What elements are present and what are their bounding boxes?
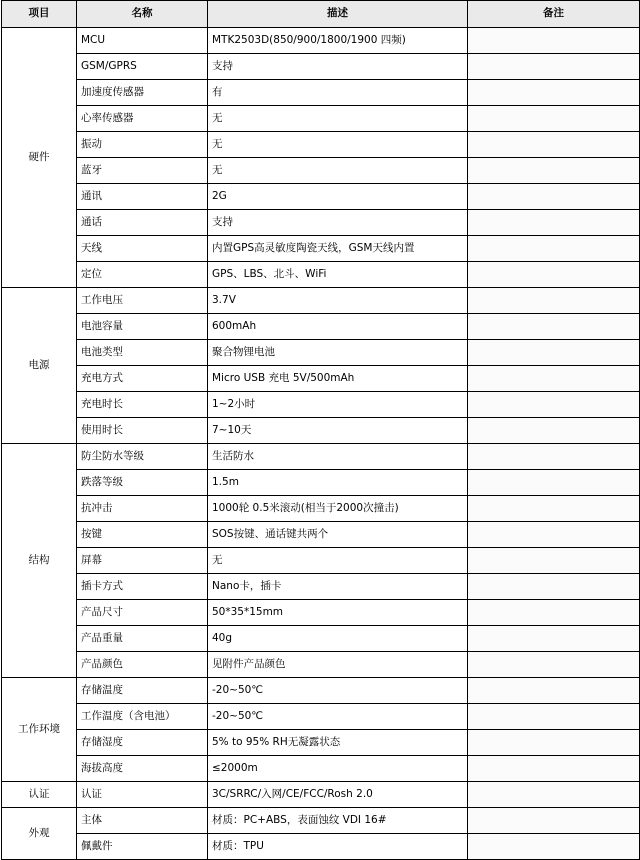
- spec-description-cell: 无: [208, 158, 468, 184]
- spec-name-cell: 防尘防水等级: [77, 444, 208, 470]
- spec-note-cell: [468, 366, 640, 392]
- spec-name-cell: 跌落等级: [77, 470, 208, 496]
- spec-description-cell: MTK2503D(850/900/1800/1900 四频): [208, 28, 468, 54]
- spec-description-cell: 材质：PC+ABS，表面蚀纹 VDI 16#: [208, 808, 468, 834]
- spec-note-cell: [468, 678, 640, 704]
- table-row: [2, 470, 640, 496]
- spec-description-cell: ≤2000m: [208, 756, 468, 782]
- table-row: [2, 522, 640, 548]
- spec-note-cell: [468, 652, 640, 678]
- spec-description-cell: GPS、LBS、北斗、WiFi: [208, 262, 468, 288]
- spec-note-cell: [468, 314, 640, 340]
- spec-name-cell: 心率传感器: [77, 106, 208, 132]
- spec-description-cell: 5% to 95% RH无凝露状态: [208, 730, 468, 756]
- spec-name-cell: 认证: [77, 782, 208, 808]
- spec-name-cell: 产品颜色: [77, 652, 208, 678]
- table-row: [2, 808, 640, 834]
- spec-description-cell: 有: [208, 80, 468, 106]
- header-name: 名称: [77, 1, 208, 28]
- spec-name-cell: 通话: [77, 210, 208, 236]
- spec-name-cell: 工作温度（含电池）: [77, 704, 208, 730]
- spec-note-cell: [468, 834, 640, 860]
- spec-note-cell: [468, 80, 640, 106]
- spec-name-cell: 工作电压: [77, 288, 208, 314]
- table-row: [2, 574, 640, 600]
- spec-description-cell: 无: [208, 106, 468, 132]
- spec-note-cell: [468, 184, 640, 210]
- table-row: [2, 80, 640, 106]
- table-body: [2, 28, 640, 860]
- spec-note-cell: [468, 756, 640, 782]
- table-row: [2, 678, 640, 704]
- spec-note-cell: [468, 626, 640, 652]
- spec-description-cell: 600mAh: [208, 314, 468, 340]
- table-row: [2, 366, 640, 392]
- table-row: [2, 236, 640, 262]
- spec-description-cell: -20~50℃: [208, 704, 468, 730]
- spec-note-cell: [468, 522, 640, 548]
- spec-description-cell: 3C/SRRC/入网/CE/FCC/Rosh 2.0: [208, 782, 468, 808]
- spec-note-cell: [468, 236, 640, 262]
- spec-description-cell: 1~2小时: [208, 392, 468, 418]
- spec-note-cell: [468, 600, 640, 626]
- spec-description-cell: -20~50℃: [208, 678, 468, 704]
- spec-note-cell: [468, 210, 640, 236]
- spec-note-cell: [468, 808, 640, 834]
- table-row: [2, 418, 640, 444]
- spec-note-cell: [468, 262, 640, 288]
- spec-name-cell: 产品重量: [77, 626, 208, 652]
- header-row: [2, 1, 640, 28]
- table-row: [2, 834, 640, 860]
- spec-description-cell: Nano卡，插卡: [208, 574, 468, 600]
- spec-description-cell: 支持: [208, 54, 468, 80]
- table-row: [2, 782, 640, 808]
- table-row: [2, 54, 640, 80]
- group-label: 结构: [2, 444, 77, 678]
- spec-name-cell: 电池容量: [77, 314, 208, 340]
- group-label: 认证: [2, 782, 77, 808]
- spec-note-cell: [468, 782, 640, 808]
- table-row: [2, 444, 640, 470]
- table-row: [2, 626, 640, 652]
- spec-description-cell: 聚合物锂电池: [208, 340, 468, 366]
- table-row: [2, 340, 640, 366]
- group-label: 外观: [2, 808, 77, 860]
- group-label: 工作环境: [2, 678, 77, 782]
- spec-description-cell: 1000轮 0.5米滚动(相当于2000次撞击): [208, 496, 468, 522]
- spec-note-cell: [468, 704, 640, 730]
- spec-name-cell: 电池类型: [77, 340, 208, 366]
- spec-note-cell: [468, 54, 640, 80]
- spec-name-cell: 振动: [77, 132, 208, 158]
- table-row: [2, 652, 640, 678]
- group-label: 硬件: [2, 28, 77, 288]
- spec-note-cell: [468, 28, 640, 54]
- table-row: [2, 756, 640, 782]
- spec-description-cell: 无: [208, 548, 468, 574]
- spec-name-cell: 佩戴件: [77, 834, 208, 860]
- spec-name-cell: GSM/GPRS: [77, 54, 208, 80]
- spec-note-cell: [468, 418, 640, 444]
- spec-table: [1, 0, 640, 860]
- spec-description-cell: 50*35*15mm: [208, 600, 468, 626]
- spec-name-cell: 蓝牙: [77, 158, 208, 184]
- spec-note-cell: [468, 470, 640, 496]
- table-row: [2, 730, 640, 756]
- spec-name-cell: 充电方式: [77, 366, 208, 392]
- table-row: [2, 548, 640, 574]
- spec-name-cell: 抗冲击: [77, 496, 208, 522]
- spec-description-cell: 支持: [208, 210, 468, 236]
- spec-name-cell: 充电时长: [77, 392, 208, 418]
- spec-description-cell: SOS按键、通话键共两个: [208, 522, 468, 548]
- table-header: [2, 1, 640, 28]
- spec-note-cell: [468, 340, 640, 366]
- spec-note-cell: [468, 574, 640, 600]
- spec-name-cell: 存储湿度: [77, 730, 208, 756]
- table-row: [2, 262, 640, 288]
- spec-name-cell: 插卡方式: [77, 574, 208, 600]
- spec-name-cell: 屏幕: [77, 548, 208, 574]
- spec-note-cell: [468, 444, 640, 470]
- spec-note-cell: [468, 548, 640, 574]
- spec-name-cell: 产品尺寸: [77, 600, 208, 626]
- spec-name-cell: 加速度传感器: [77, 80, 208, 106]
- spec-name-cell: 存储温度: [77, 678, 208, 704]
- spec-name-cell: 通讯: [77, 184, 208, 210]
- spec-note-cell: [468, 730, 640, 756]
- spec-description-cell: 材质：TPU: [208, 834, 468, 860]
- table-row: [2, 704, 640, 730]
- spec-description-cell: 40g: [208, 626, 468, 652]
- spec-description-cell: 7~10天: [208, 418, 468, 444]
- group-label: 电源: [2, 288, 77, 444]
- header-description: 描述: [208, 1, 468, 28]
- table-row: [2, 184, 640, 210]
- spec-description-cell: 见附件产品颜色: [208, 652, 468, 678]
- spec-name-cell: 定位: [77, 262, 208, 288]
- header-note: 备注: [468, 1, 640, 28]
- spec-note-cell: [468, 392, 640, 418]
- spec-name-cell: 使用时长: [77, 418, 208, 444]
- spec-description-cell: 3.7V: [208, 288, 468, 314]
- spec-note-cell: [468, 132, 640, 158]
- spec-description-cell: 无: [208, 132, 468, 158]
- spec-description-cell: 1.5m: [208, 470, 468, 496]
- spec-name-cell: 天线: [77, 236, 208, 262]
- spec-description-cell: 内置GPS高灵敏度陶瓷天线，GSM天线内置: [208, 236, 468, 262]
- spec-note-cell: [468, 288, 640, 314]
- table-row: [2, 288, 640, 314]
- spec-note-cell: [468, 158, 640, 184]
- header-item: 项目: [2, 1, 77, 28]
- spec-name-cell: 海拔高度: [77, 756, 208, 782]
- table-row: [2, 106, 640, 132]
- table-row: [2, 314, 640, 340]
- spec-description-cell: 2G: [208, 184, 468, 210]
- table-row: [2, 496, 640, 522]
- table-row: [2, 210, 640, 236]
- table-row: [2, 28, 640, 54]
- spec-name-cell: MCU: [77, 28, 208, 54]
- table-row: [2, 392, 640, 418]
- table-row: [2, 132, 640, 158]
- spec-note-cell: [468, 496, 640, 522]
- spec-note-cell: [468, 106, 640, 132]
- spec-name-cell: 主体: [77, 808, 208, 834]
- spec-description-cell: Micro USB 充电 5V/500mAh: [208, 366, 468, 392]
- spec-description-cell: 生活防水: [208, 444, 468, 470]
- spec-name-cell: 按键: [77, 522, 208, 548]
- table-row: [2, 600, 640, 626]
- table-row: [2, 158, 640, 184]
